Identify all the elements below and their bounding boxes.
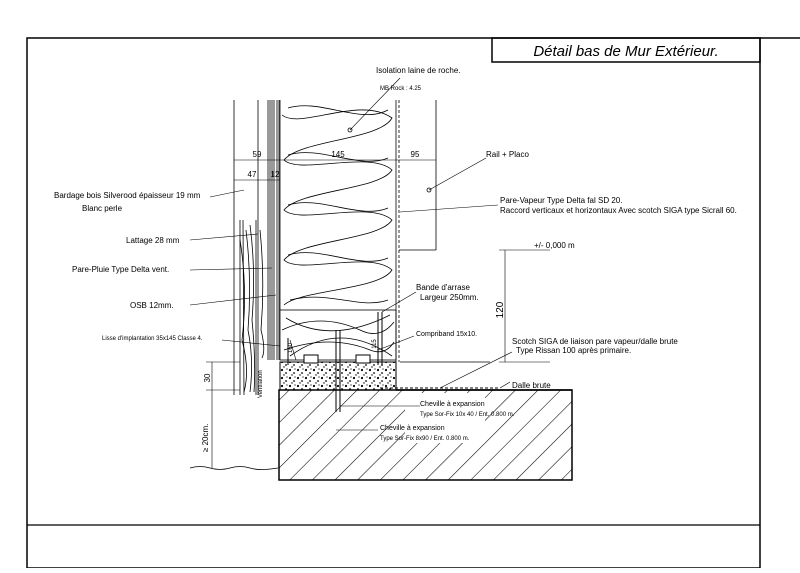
label-isolation-sub: MB Rock : 4.25: [380, 86, 422, 92]
dim-120: 120: [495, 301, 506, 319]
label-dalle: Dalle brute: [512, 381, 551, 390]
label-lisse: Lisse d'implantation 35x145 Classe 4.: [102, 336, 203, 342]
label-isolation: Isolation laine de roche.: [376, 66, 461, 75]
label-bande-sub: Largeur 250mm.: [420, 293, 479, 302]
dim-30: 30: [203, 373, 212, 383]
label-ground: ≥ 20cm.: [201, 423, 210, 452]
label-scotch-sub: Type Rissan 100 après primaire.: [516, 346, 632, 355]
label-bande: Bande d'arrase: [416, 283, 471, 292]
dim-59: 59: [252, 150, 262, 159]
label-rail: Rail + Placo: [486, 150, 529, 159]
dim-145: 145: [331, 150, 345, 159]
label-cheville1-sub: Type Sor-Fix 10x 40 / Ent. 0.800 m.: [420, 412, 515, 418]
lattage: [258, 100, 268, 395]
title-block-text: Détail bas de Mur Extérieur.: [533, 43, 719, 60]
dim-115: 115: [372, 339, 378, 349]
dim-160: 160: [288, 342, 294, 354]
label-scotch: Scotch SIGA de liaison pare vapeur/dalle brute: [512, 337, 678, 346]
label-cheville2-sub: Type Sor-Fix 8x90 / Ent. 0.800 m.: [380, 436, 470, 442]
label-compriband: Compriband 15x10.: [416, 331, 478, 338]
osb-panel: [270, 100, 279, 360]
label-bardage: Bardage bois Silverood épaisseur 19 mm: [54, 191, 201, 200]
label-ventilation: Ventilation: [258, 370, 264, 398]
ground-line: [190, 467, 278, 470]
dim-12: 12: [270, 170, 280, 179]
rail-placo: [399, 100, 490, 362]
dim-95: 95: [410, 150, 420, 159]
label-cheville2: Cheville à expansion: [380, 425, 445, 432]
dim-47: 47: [247, 170, 257, 179]
label-cheville1: Cheville à expansion: [420, 401, 485, 408]
label-pare-pluie: Pare-Pluie Type Delta vent.: [72, 265, 170, 274]
label-pare-vapeur-sub: Raccord verticaux et horizontaux Avec scotch SIGA type Sicrall 60.: [500, 206, 737, 215]
cladding: [234, 100, 256, 395]
label-osb: OSB 12mm.: [130, 301, 174, 310]
label-bardage-sub: Blanc perle: [82, 204, 123, 213]
label-pare-vapeur: Pare-Vapeur Type Delta fal SD 20.: [500, 196, 623, 205]
label-lattage: Lattage 28 mm: [126, 236, 180, 245]
sole-plate: [280, 310, 396, 360]
gravel-bed: [280, 362, 396, 390]
label-level: +/- 0,000 m: [534, 241, 575, 250]
